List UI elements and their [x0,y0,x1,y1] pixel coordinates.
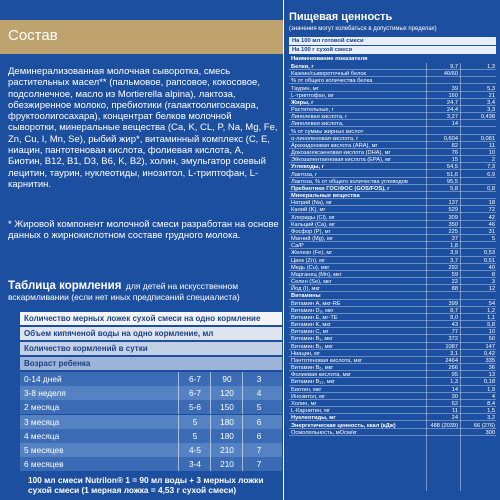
nutrition-row [289,344,496,350]
nutrition-ready-cell: 1,5 [487,408,495,415]
nutrition-dry-cell: 14 [451,121,458,128]
nutrition-dry-cell: 8,0 [450,314,458,321]
nutrition-row [289,150,496,156]
feeding-table-row [20,457,282,471]
nutrition-ready-cell: 5 [491,236,495,243]
nutrition-row [289,100,496,106]
nutrition-ready-cell: 36 [488,365,495,372]
feeding-column-divider [210,443,211,457]
nutrition-row [289,358,496,364]
nutrition-header-dry: На 100 г сухой смеси [289,46,496,54]
nutrition-dry-cell: 292 [448,264,458,271]
feeding-header-feedings: Количество кормлений в сутки [20,342,282,355]
nutrition-ready-cell: 0,438 [480,114,495,121]
nutrition-dry-cell: 2464 [445,357,458,364]
nutrition-name-cell: Жиры, г [291,99,314,106]
feeding-footnote: 100 мл смеси Nutrilon® 1 = 90 мл воды + 3 мерных ложки сухой смеси (1 мерная ложка = 4,53 г сухой смеси) [28,475,264,495]
feeding-value-cell: 5 [192,430,198,441]
feeding-table-row [20,400,282,414]
nutrition-dry-cell: 3,9 [450,250,458,257]
nutrition-title: Пищевая ценность [289,11,393,23]
nutrition-ready-cell: 50 [488,336,495,343]
nutrition-name-cell: Витамин B₆, мкг [291,365,334,372]
nutrition-row [289,93,496,99]
nutrition-row [289,64,496,70]
feeding-value-cell: 7 [256,445,262,455]
nutrition-name-cell: Нуклеотиды, мг [291,415,336,422]
nutrition-dry-cell: 11 [452,408,458,415]
nutrition-name-cell: Осмоляльность, мОсм/кг [291,429,358,436]
nutrition-name-cell: Ca/P [291,243,304,250]
nutrition-row [289,301,496,307]
nutrition-row [289,286,496,292]
nutrition-ready-cell: 3,4 [487,99,495,106]
nutrition-name-cell: Фосфор (P), мг [291,228,331,235]
nutrition-ready-cell: 0,51 [483,257,495,264]
nutrition-row [289,229,496,235]
nutrition-ready-cell: 335 [485,357,495,364]
nutrition-name-cell: Ниацин, мг [291,350,321,357]
nutrition-name-cell: Магний (Mg), мг [291,236,333,243]
feeding-subtitle: для детей на искусственном вскармливании (если нет иных предписаний специалиста) [8,281,240,302]
nutrition-name-cell: Витамин K, мкг [291,322,331,329]
nutrition-name-cell: Витамины [291,293,321,300]
nutrition-name-cell: % от суммы жирных кислот [291,128,364,135]
nutrition-dry-cell: 24,7 [446,99,458,106]
nutrition-ready-cell: 66 (276) [473,422,495,429]
feeding-column-divider [178,415,179,429]
nutrition-name-cell: Растительные, г [291,107,334,114]
nutrition-ready-cell: 46 [488,221,495,228]
nutrition-row [289,193,496,199]
feeding-age-cell: 0-14 дней [24,374,62,384]
nutrition-name-cell: Инозитол, мг [291,393,326,400]
nutrition-col-name: Наименование показателя [291,56,368,62]
nutrition-dry-cell: 8,7 [450,307,458,314]
nutrition-section [283,0,500,500]
nutrition-row [289,408,496,414]
nutrition-name-cell: Витамин B₂, мкг [291,343,334,350]
feeding-age-cell: 5 месяцев [24,445,64,455]
nutrition-ready-cell: 10 [488,150,495,157]
nutrition-ready-cell: 1,3 [487,64,495,70]
nutrition-row [289,121,496,127]
nutrition-dry-cell: 3,1 [450,350,458,357]
nutrition-dry-cell: 309 [448,214,458,221]
feeding-column-divider [242,386,243,400]
feeding-column-divider [178,429,179,443]
feeding-value-cell: 6-7 [189,388,201,399]
nutrition-row [289,329,496,335]
nutrition-dry-cell: 14 [451,386,458,393]
feeding-age-cell: 2 месяца [24,402,60,413]
nutrition-row [289,129,496,135]
nutrition-name-cell: Кальций (Ca), мг [291,221,336,228]
nutrition-name-cell: Селен (Se), мкг [291,279,332,286]
nutrition-dry-cell: 1,3 [450,379,458,386]
nutrition-dry-cell: 95,5 [446,178,458,185]
nutrition-name-cell: Минеральные вещества [291,193,360,200]
nutrition-row [289,351,496,357]
nutrition-row [289,157,496,163]
nutrition-dry-cell: 350 [448,221,458,228]
feeding-column-divider [210,400,211,414]
feeding-column-divider [178,386,179,400]
nutrition-ready-cell: 5,3 [487,85,495,92]
nutrition-dry-cell: 22 [451,279,458,286]
feeding-value-cell: 6 [256,430,262,441]
nutrition-name-cell: Углеводы, г [291,164,325,171]
nutrition-row [289,430,496,436]
composition-text: Деминерализованная молочная сыворотка, смесь растительных масел** (пальмовое, рапсовое, кокосовое, подсолнечное, масло из Mortierella alpina), лактоза, обезжиренное молоко, пребиотики (галактоолигосахара, фруктоолигосахара), концентрат белков молочной сыворотки, минеральные вещества (Ca, K, CL, P, Na, Mg, Fe, Zn, Cu, I, Mn, Se), рыбий жир*, витаминный комплекс (С, Е, ниацин, пантотеновая кислота, фолиевая кислота, А, Биотин, B12, B1, D3, B6, K, B2), холин, эмульгатор соевый лецитин, таурин, нуклеотиды, инозитол, L-триптофан, L-карнитин. [8,66,278,190]
nutrition-ready-cell: 300 [485,429,495,436]
nutrition-name-cell: Железо (Fe), мг [291,250,333,257]
feeding-value-cell: 120 [220,388,234,399]
feeding-column-divider [242,429,243,443]
feeding-age-cell: 3-8 неделя [24,388,66,399]
nutrition-row [289,272,496,278]
feeding-table-row [20,386,282,400]
nutrition-ready-cell: 5,8 [487,322,495,329]
feeding-value-cell: 180 [220,430,234,441]
nutrition-dry-cell: 399 [448,300,458,307]
nutrition-dry-cell: 9,7 [450,64,458,70]
nutrition-row [289,114,496,120]
nutrition-row [289,394,496,400]
nutrition-row [289,136,496,142]
nutrition-row [289,215,496,221]
feeding-table-row [20,443,282,457]
nutrition-row [289,236,496,242]
nutrition-ready-cell: 0,53 [483,250,495,257]
composition-title: Состав [8,27,58,44]
nutrition-row [289,222,496,228]
nutrition-row [289,200,496,206]
nutrition-name-cell: Эйкозапентаеновая кислота (EPA), мг [291,157,392,164]
feeding-value-cell: 6 [256,416,262,427]
feeding-value-cell: 7 [256,459,262,470]
feeding-value-cell: 4 [256,388,262,399]
nutrition-name-cell: Докозагексаеновая кислота (DHA), мг [291,150,391,157]
nutrition-name-cell: Медь (Cu), мкг [291,264,330,271]
feeding-age-cell: 4 месяца [24,430,60,441]
nutrition-dry-cell: 30 [451,393,458,400]
nutrition-name-cell: Лактоза, г [291,171,318,178]
feeding-value-cell: 5 [192,416,198,427]
nutrition-dry-cell: 225 [448,228,458,235]
nutrition-name-cell: Пребиотики ГОС/ФОС (GOS/FOS), г [291,185,390,192]
nutrition-name-cell: Таурин, мг [291,85,319,92]
nutrition-ready-cell: 31 [488,228,495,235]
nutrition-row [289,86,496,92]
nutrition-dry-cell: 3,7 [450,257,458,264]
nutrition-row [289,164,496,170]
nutrition-ready-cell: 2 [491,157,495,164]
feeding-header-age: Возраст ребенка [20,357,282,370]
nutrition-name-cell: Витамин A, мкг-RE [291,300,341,307]
feeding-value-cell: 5 [256,402,262,413]
nutrition-row [289,322,496,328]
feeding-value-cell: 6-7 [189,374,201,384]
nutrition-dry-cell: 59 [451,271,458,278]
nutrition-ready-cell: 0,8 [487,185,495,192]
nutrition-ready-cell: 10 [488,329,495,336]
nutrition-dry-cell: 15 [451,157,458,164]
nutrition-row [289,172,496,178]
nutrition-row [289,243,496,249]
feeding-value-cell: 90 [222,374,232,384]
nutrition-name-cell: L-Карнитин, мг [291,408,331,415]
feeding-header-scoops: Количество мерных ложек сухой смеси на одно кормление [20,312,282,325]
nutrition-dry-cell: 82 [451,142,458,149]
nutrition-row [289,308,496,314]
nutrition-row [289,336,496,342]
nutrition-dry-cell: 62 [451,400,458,407]
nutrition-name-cell: Витамин D₃, мкг [291,307,334,314]
nutrition-ready-cell: 1,9 [487,386,495,393]
nutrition-name-cell: Марганец (Mn), мкг [291,271,342,278]
feeding-column-divider [242,400,243,414]
nutrition-name-cell: Фолиевая кислота, мкг [291,372,352,379]
nutrition-name-cell: Витамин E, мг-TE [291,314,338,321]
nutrition-dry-cell: 43 [451,322,458,329]
feeding-section [0,270,283,500]
nutrition-name-cell: Витамин B₁, мкг [291,336,333,343]
nutrition-dry-cell: 24,4 [446,107,458,114]
nutrition-dry-cell: 51,6 [446,171,458,178]
nutrition-row [289,179,496,185]
nutrition-header-ready: На 100 мл готовой смеси [289,37,496,45]
nutrition-dry-cell: 88 [451,286,458,293]
nutrition-row [289,365,496,371]
feeding-column-divider [178,457,179,471]
feeding-header-water: Объем кипяченой воды на одно кормление, мл [20,327,282,340]
feeding-column-divider [210,415,211,429]
nutrition-row [289,186,496,192]
feeding-column-divider [210,429,211,443]
nutrition-name-cell: Холин, мг [291,400,317,407]
nutrition-ready-cell: 1,1 [487,314,495,321]
nutrition-name-cell: Хлориды (Cl), мг [291,214,335,221]
nutrition-dry-cell: 1087 [445,343,458,350]
feeding-column-divider [178,400,179,414]
nutrition-name-cell: Калий (K), мг [291,207,326,214]
feeding-column-divider [178,443,179,457]
nutrition-dry-cell: 266 [448,365,458,372]
nutrition-ready-cell: 0,081 [480,135,495,142]
nutrition-name-cell: Натрий (Na), мг [291,200,333,207]
nutrition-name-cell: Арахидоновая кислота (ARA), мг [291,142,378,149]
nutrition-dry-cell: 95 [451,372,458,379]
feeding-value-cell: 5-6 [189,402,201,413]
feeding-title-block [8,280,278,302]
nutrition-dry-cell: 160 [448,92,458,99]
nutrition-ready-cell: 1,2 [487,307,495,314]
nutrition-ready-cell: 11 [489,142,495,149]
nutrition-dry-cell: 137 [448,200,458,207]
nutrition-ready-cell: 7,3 [487,164,495,171]
nutrition-dry-cell: 1,8 [450,243,458,250]
feeding-column-divider [210,457,211,471]
feeding-value-cell: 210 [220,459,234,470]
feeding-value-cell: 4-5 [189,445,201,455]
nutrition-name-cell: Пантотеновая кислота, мкг [291,357,363,364]
nutrition-ready-cell: 8,4 [487,400,495,407]
feeding-value-cell: 210 [220,445,234,455]
nutrition-name-cell: Витамин B₁₂, мкг [291,379,336,386]
nutrition-ready-cell: 54 [488,300,495,307]
nutrition-ready-cell: 6,9 [487,171,495,178]
nutrition-ready-cell: 3,3 [487,107,495,114]
nutrition-row [289,207,496,213]
feeding-age-cell: 6 месяцев [24,459,64,470]
nutrition-ready-cell: 0,42 [483,350,495,357]
nutrition-row [289,423,496,429]
feeding-table-row [20,372,282,386]
nutrition-dry-cell: 54,5 [446,164,458,171]
nutrition-row [289,315,496,321]
feeding-column-divider [210,372,211,386]
composition-section [0,0,283,264]
nutrition-dry-cell: 488 (2039) [430,422,458,429]
nutrition-column-header [289,56,496,63]
nutrition-dry-cell: 24 [451,415,458,422]
feeding-column-divider [210,386,211,400]
feeding-title: Таблица кормления [8,280,122,292]
feeding-value-cell: 150 [220,402,234,413]
nutrition-name-cell: Линолевая кислота, г [291,114,348,121]
nutrition-row [289,78,496,84]
nutrition-name-cell: Витамин C, мг [291,329,329,336]
nutrition-name-cell: Лактоза, % от общего количества углеводов [291,178,408,185]
nutrition-name-cell: α-линоленовая кислота, г [291,135,359,142]
nutrition-row [289,387,496,393]
nutrition-ready-cell: 3,2 [487,415,495,422]
nutrition-name-cell: Казеин/сывороточный белок [291,71,366,78]
nutrition-dry-cell: 77 [451,329,458,336]
feeding-column-divider [242,457,243,471]
nutrition-ready-cell: 0,18 [483,379,495,386]
feeding-value-cell: 3-4 [189,459,201,470]
nutrition-dry-cell: 37 [451,236,458,243]
nutrition-name-cell: Линолевая кислота, [291,121,344,128]
nutrition-name-cell: Белки, г [291,64,314,70]
nutrition-dry-cell: 0,604 [443,135,458,142]
composition-header [0,20,283,54]
nutrition-dry-cell: 372 [448,336,458,343]
nutrition-row [289,143,496,149]
nutrition-ready-cell: 18 [488,200,495,207]
nutrition-ready-cell: 40 [488,264,495,271]
feeding-column-divider [178,372,179,386]
nutrition-name-cell: % от общего количества белка [291,78,373,85]
nutrition-ready-cell: 12 [488,286,495,293]
feeding-table-row [20,429,282,443]
nutrition-ready-cell: 42 [488,214,495,221]
composition-note: * Жировой компонент молочной смеси разработан на основе данных о жирнокислотном составе грудного молока. [8,219,279,242]
feeding-column-divider [242,443,243,457]
nutrition-name-cell: Биотин, мкг [291,386,322,393]
nutrition-row [289,250,496,256]
nutrition-row [289,372,496,378]
nutrition-ready-cell: 21 [488,92,495,99]
nutrition-dry-cell: 76 [451,150,458,157]
nutrition-ready-cell: 4 [491,393,495,400]
feeding-age-cell: 3 месяца [24,416,60,427]
nutrition-row [289,415,496,421]
nutrition-subtitle: (значения могут колебаться в допустимых пределах) [289,26,437,32]
nutrition-row [289,379,496,385]
nutrition-ready-cell: 3 [491,279,495,286]
nutrition-name-cell: L-триптофан, мг [291,92,334,99]
feeding-value-cell: 180 [220,416,234,427]
feeding-column-divider [242,372,243,386]
nutrition-row [289,258,496,264]
nutrition-dry-cell: 3,27 [446,114,458,121]
nutrition-dry-cell: 39 [451,85,458,92]
nutrition-row [289,279,496,285]
feeding-value-cell: 3 [256,374,262,384]
nutrition-row [289,107,496,113]
nutrition-row [289,265,496,271]
nutrition-name-cell: Цинк (Zn), мг [291,257,326,264]
nutrition-dry-cell: 529 [448,207,458,214]
nutrition-row [289,293,496,299]
nutrition-ready-cell: 8 [491,271,495,278]
nutrition-row [289,71,496,77]
nutrition-dry-cell: 40/60 [443,71,458,78]
nutrition-ready-cell: 13 [488,372,495,379]
nutrition-name-cell: Йод (I), мкг [291,286,321,293]
feeding-table-row [20,415,282,429]
nutrition-dry-cell: 5,8 [450,185,458,192]
feeding-column-divider [242,415,243,429]
nutrition-ready-cell: 72 [488,207,495,214]
nutrition-name-cell: Энергетическая ценность, ккал (кДж) [291,422,396,429]
nutrition-row [289,401,496,407]
nutrition-ready-cell: 147 [485,343,495,350]
